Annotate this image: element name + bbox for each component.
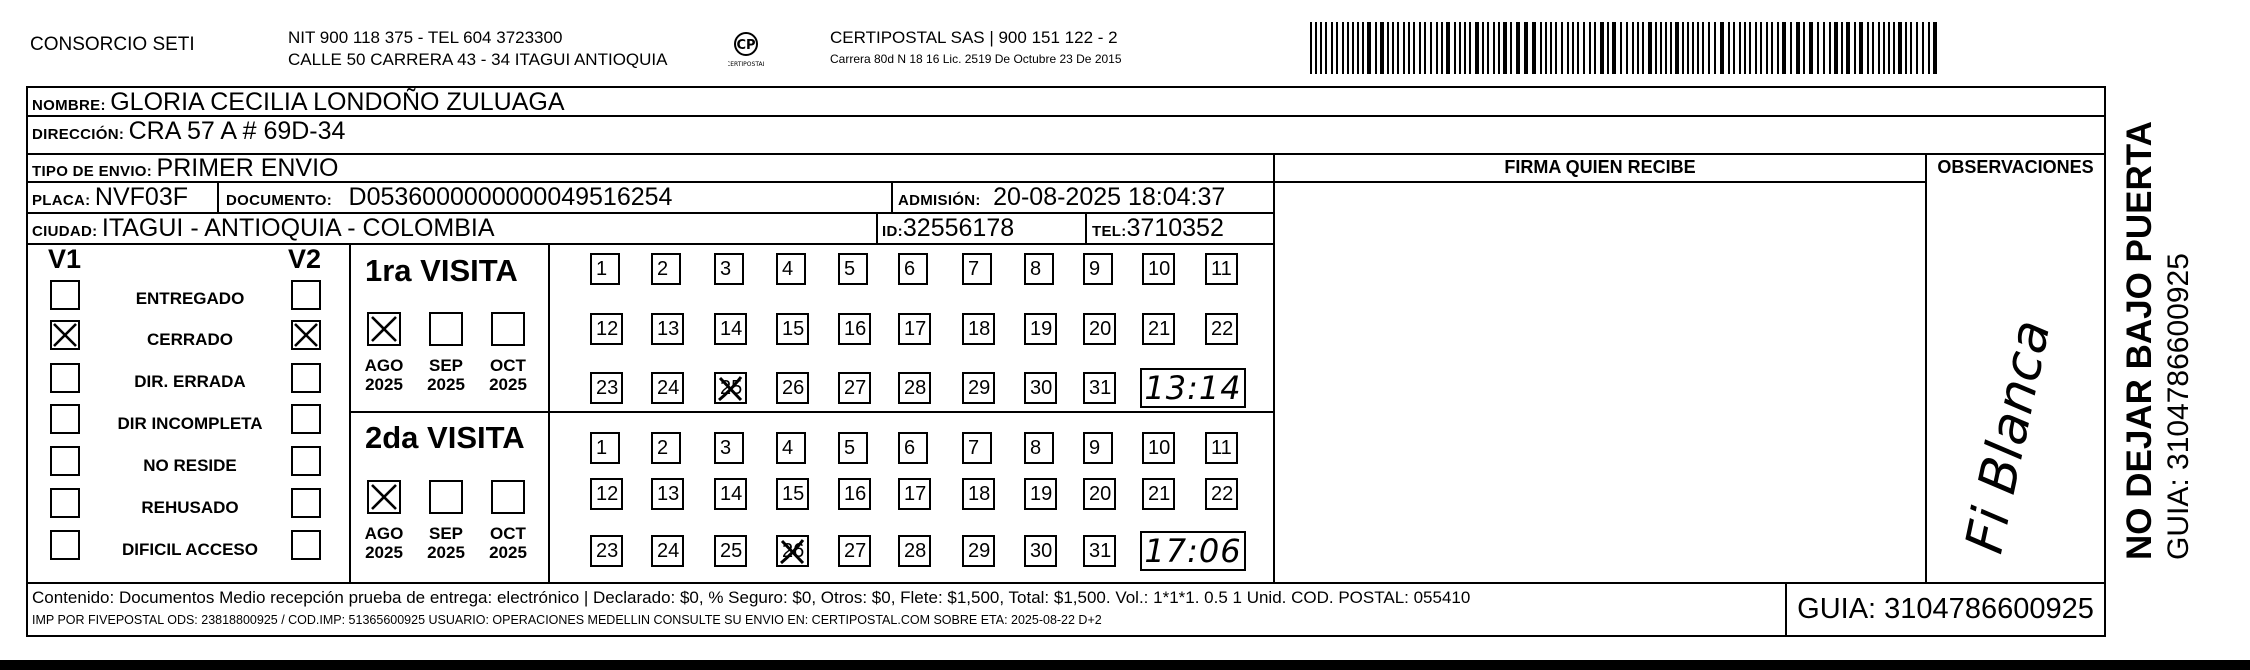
day-box[interactable]: 22 — [1205, 478, 1238, 510]
barcode-bar — [1841, 22, 1843, 74]
status-v1-checkbox[interactable] — [50, 446, 80, 476]
barcode-bar — [1331, 22, 1333, 74]
day-box[interactable]: 8 — [1024, 432, 1054, 464]
barcode-bar — [1607, 22, 1609, 74]
side-guia: GUIA: 3104786600925 — [2162, 253, 2195, 560]
status-label: DIFICIL ACCESO — [121, 540, 258, 559]
barcode-bar — [1878, 22, 1880, 74]
barcode-bar — [1357, 22, 1359, 74]
day-box[interactable]: 2 — [651, 253, 681, 285]
day-box[interactable]: 19 — [1024, 478, 1057, 510]
status-label: NO RESIDE — [143, 456, 237, 475]
barcode-bar — [1823, 22, 1825, 74]
day-box[interactable]: 11 — [1205, 253, 1238, 285]
barcode-bar — [1567, 22, 1569, 74]
barcode-bar — [1803, 22, 1805, 74]
id-value: 32556178 — [902, 214, 1015, 242]
day-box[interactable]: 23 — [590, 372, 623, 404]
observation-handwriting: Fi Blanca — [1954, 314, 2063, 559]
barcode-bar — [1446, 22, 1450, 74]
barcode-bar — [1459, 22, 1461, 74]
tel-row — [1092, 214, 1224, 242]
month-label: AGO 2025 — [364, 524, 404, 562]
barcode-bar — [1469, 22, 1471, 74]
barcode-bar — [1310, 22, 1312, 74]
barcode-bar — [1702, 22, 1704, 74]
barcode-bar — [1464, 22, 1466, 74]
day-box[interactable]: 27 — [838, 372, 871, 404]
documento-value: D0536000000000049516254 — [348, 183, 673, 211]
ciudad-value: ITAGUI - ANTIOQUIA - COLOMBIA — [101, 214, 495, 242]
day-box[interactable]: 12 — [590, 478, 623, 510]
day-box[interactable]: 20 — [1083, 478, 1116, 510]
barcode-bar — [1503, 22, 1507, 74]
status-v1-checkbox[interactable] — [50, 404, 80, 434]
svg-text:CERTIPOSTAL: CERTIPOSTAL — [728, 61, 764, 68]
barcode-bar — [1424, 22, 1426, 74]
barcode-bar — [1487, 22, 1489, 74]
tipo-value: PRIMER ENVIO — [156, 154, 339, 182]
documento-row — [226, 183, 672, 211]
barcode-bar — [1516, 22, 1520, 74]
barcode-bar — [1817, 22, 1819, 74]
status-v1-checkbox[interactable] — [50, 530, 80, 560]
barcode-bar — [1510, 22, 1512, 74]
visit-title: 1ra VISITA — [365, 253, 518, 288]
barcode-bar — [1642, 22, 1644, 74]
barcode-bar — [1555, 22, 1557, 74]
barcode-bar — [1572, 22, 1574, 74]
day-box[interactable]: 31 — [1083, 372, 1116, 404]
certipostal-line: CERTIPOSTAL SAS | 900 151 122 - 2 — [830, 28, 1118, 47]
barcode-bar — [1660, 22, 1662, 74]
day-box[interactable]: 13 — [651, 313, 684, 345]
day-box[interactable]: 28 — [898, 372, 931, 404]
month-checkbox[interactable] — [429, 480, 463, 514]
barcode-bar — [1583, 22, 1585, 74]
status-v1-checkbox[interactable] — [50, 280, 80, 310]
barcode-bar — [1408, 22, 1410, 74]
barcode-bar — [1867, 22, 1869, 74]
status-v1-checkbox[interactable] — [50, 320, 80, 350]
barcode-bar — [1749, 22, 1751, 74]
barcode-bar — [1648, 22, 1652, 74]
day-box[interactable]: 10 — [1142, 432, 1175, 464]
v2-header: V2 — [288, 244, 322, 274]
barcode-bar — [1755, 22, 1757, 74]
day-box[interactable]: 9 — [1083, 432, 1113, 464]
day-box[interactable]: 22 — [1205, 313, 1238, 345]
day-box[interactable]: 14 — [714, 313, 747, 345]
barcode-bar — [1632, 22, 1634, 74]
barcode-bar — [1612, 22, 1616, 74]
placa-row — [32, 183, 188, 211]
barcode-bar — [1893, 22, 1895, 74]
footer-line2: IMP POR FIVEPOSTAL ODS: 23818800925 / COD.IMP: 51365600925 USUARIO: OPERACIONES MEDELLIN CONSULTE SU ENVIO EN: CERTIPOSTAL.COM SOBRE ETA: 2025-08-22 D+2 — [32, 613, 1102, 627]
barcode-bar — [1532, 22, 1536, 74]
day-box[interactable]: 24 — [651, 372, 684, 404]
documento-label: DOCUMENTO: — [226, 192, 333, 209]
day-box[interactable]: 26 — [776, 372, 809, 404]
barcode-bar — [1524, 22, 1528, 74]
status-label: DIR. ERRADA — [134, 372, 246, 391]
barcode-bar — [1315, 22, 1317, 74]
svg-text:CP: CP — [736, 38, 756, 53]
barcode-bar — [1766, 22, 1768, 74]
company-name: CONSORCIO SETI — [30, 34, 195, 55]
barcode-bar — [1637, 22, 1639, 74]
barcode-bar — [1888, 22, 1890, 74]
barcode-bar — [1760, 22, 1762, 74]
day-box[interactable]: 7 — [962, 432, 992, 464]
day-box[interactable]: 29 — [962, 535, 995, 567]
day-box[interactable]: 14 — [714, 478, 747, 510]
barcode-bar — [1342, 22, 1344, 74]
day-box[interactable]: 7 — [962, 253, 992, 285]
license-line: Carrera 80d N 18 16 Lic. 2519 De Octubre 23 De 2015 — [830, 52, 1122, 66]
barcode — [1310, 22, 1942, 74]
visit-time: 13:14 — [1140, 368, 1246, 408]
barcode-bar — [1796, 22, 1800, 74]
day-box[interactable]: 2 — [651, 432, 681, 464]
barcode-bar — [1682, 22, 1684, 74]
barcode-bar — [1910, 22, 1912, 74]
barcode-bar — [1367, 22, 1371, 74]
day-box[interactable]: 15 — [776, 478, 809, 510]
month-checkbox[interactable] — [491, 312, 525, 346]
barcode-bar — [1697, 22, 1699, 74]
month-checkbox[interactable] — [491, 480, 525, 514]
tipo-row — [32, 154, 339, 182]
day-box[interactable]: 13 — [651, 478, 684, 510]
barcode-bar — [1728, 22, 1730, 74]
barcode-bar — [1744, 22, 1746, 74]
day-box[interactable]: 6 — [898, 432, 928, 464]
barcode-bar — [1375, 22, 1377, 74]
address-line: CALLE 50 CARRERA 43 - 34 ITAGUI ANTIOQUIA — [288, 50, 668, 69]
status-v1-checkbox[interactable] — [50, 488, 80, 518]
day-box[interactable]: 29 — [962, 372, 995, 404]
barcode-bar — [1336, 22, 1338, 74]
barcode-bar — [1809, 22, 1813, 74]
status-v2-checkbox[interactable] — [291, 404, 321, 434]
status-v2-checkbox[interactable] — [291, 488, 321, 518]
day-box[interactable]: 30 — [1024, 535, 1057, 567]
barcode-bar — [1392, 22, 1394, 74]
day-box[interactable]: 5 — [838, 432, 868, 464]
day-box[interactable]: 26 — [776, 535, 809, 567]
nombre-value: GLORIA CECILIA LONDOÑO ZULUAGA — [110, 88, 565, 116]
admision-row — [898, 183, 1225, 211]
day-box[interactable]: 1 — [590, 253, 620, 285]
day-box[interactable]: 17 — [898, 478, 931, 510]
barcode-bar — [1708, 22, 1710, 74]
direccion-value: CRA 57 A # 69D-34 — [128, 117, 346, 145]
day-box[interactable]: 23 — [590, 535, 623, 567]
barcode-bar — [1782, 22, 1786, 74]
nombre-row — [32, 88, 565, 116]
visit-title: 2da VISITA — [365, 420, 525, 455]
day-box[interactable]: 6 — [898, 253, 928, 285]
barcode-bar — [1347, 22, 1349, 74]
barcode-bar — [1665, 22, 1667, 74]
barcode-bar — [1854, 22, 1856, 74]
tel-value: 3710352 — [1126, 214, 1224, 242]
barcode-bar — [1545, 22, 1547, 74]
barcode-bar — [1387, 22, 1389, 74]
barcode-bar — [1419, 22, 1421, 74]
placa-value: NVF03F — [94, 183, 189, 211]
month-label: SEP 2025 — [427, 356, 465, 394]
visit-time: 17:06 — [1140, 531, 1246, 571]
barcode-bar — [1771, 22, 1773, 74]
firma-header: FIRMA QUIEN RECIBE — [1504, 157, 1696, 177]
barcode-bar — [1692, 22, 1694, 74]
barcode-bar — [1687, 22, 1689, 74]
day-box[interactable]: 25 — [714, 535, 747, 567]
barcode-bar — [1540, 22, 1542, 74]
status-label: DIR INCOMPLETA — [117, 414, 263, 433]
barcode-bar — [1872, 22, 1874, 74]
status-label: REHUSADO — [141, 498, 239, 517]
status-v2-checkbox[interactable] — [291, 363, 321, 393]
signature-area — [1275, 183, 1925, 581]
month-checkbox[interactable] — [367, 480, 401, 514]
tipo-label: TIPO DE ENVIO: — [32, 163, 153, 180]
day-box[interactable]: 9 — [1083, 253, 1113, 285]
barcode-bar — [1883, 22, 1885, 74]
id-row — [882, 214, 1014, 242]
day-box[interactable]: 3 — [714, 432, 744, 464]
day-box[interactable]: 21 — [1142, 313, 1175, 345]
nit-line: NIT 900 118 375 - TEL 604 3723300 — [288, 28, 563, 47]
barcode-bar — [1403, 22, 1405, 74]
barcode-bar — [1928, 22, 1930, 74]
barcode-bar — [1859, 22, 1863, 74]
barcode-bar — [1397, 22, 1399, 74]
barcode-bar — [1493, 22, 1495, 74]
barcode-bar — [1594, 22, 1596, 74]
month-label: SEP 2025 — [427, 524, 465, 562]
footer-line1: Contenido: Documentos Medio recepción prueba de entrega: electrónico | Declarado: $0, % Seguro: $0, Otros: $0, Flete: $1,500, Total: $1,500. Vol.: 1*1*1. 0.5 1 Unid. COD. POSTAL: 055410 — [32, 588, 1471, 607]
barcode-bar — [1430, 22, 1432, 74]
barcode-bar — [1922, 22, 1924, 74]
day-box[interactable]: 4 — [776, 432, 806, 464]
day-box[interactable]: 18 — [962, 313, 995, 345]
day-box[interactable]: 20 — [1083, 313, 1116, 345]
day-box[interactable]: 31 — [1083, 535, 1116, 567]
barcode-bar — [1600, 22, 1604, 74]
barcode-bar — [1577, 22, 1579, 74]
day-box[interactable]: 11 — [1205, 432, 1238, 464]
day-box[interactable]: 24 — [651, 535, 684, 567]
barcode-bar — [1454, 22, 1456, 74]
month-label: AGO 2025 — [364, 356, 404, 394]
day-box[interactable]: 12 — [590, 313, 623, 345]
day-box[interactable]: 30 — [1024, 372, 1057, 404]
day-box[interactable]: 21 — [1142, 478, 1175, 510]
v1-header: V1 — [48, 244, 82, 274]
day-box[interactable]: 17 — [898, 313, 931, 345]
ciudad-row — [32, 214, 495, 242]
barcode-bar — [1739, 22, 1741, 74]
barcode-bar — [1413, 22, 1415, 74]
barcode-bar — [1362, 22, 1364, 74]
month-checkbox[interactable] — [367, 312, 401, 346]
tel-label: TEL: — [1092, 223, 1127, 240]
ciudad-label: CIUDAD: — [32, 223, 98, 240]
footer-guia: GUIA: 3104786600925 — [1797, 593, 2094, 625]
month-checkbox[interactable] — [429, 312, 463, 346]
admision-value: 20-08-2025 18:04:37 — [993, 183, 1226, 211]
barcode-bar — [1898, 22, 1902, 74]
barcode-bar — [1829, 22, 1831, 74]
barcode-bar — [1777, 22, 1779, 74]
barcode-bar — [1589, 22, 1591, 74]
day-box[interactable]: 15 — [776, 313, 809, 345]
barcode-bar — [1675, 22, 1679, 74]
barcode-bar — [1846, 22, 1850, 74]
barcode-bar — [1790, 22, 1792, 74]
status-v1-checkbox[interactable] — [50, 363, 80, 393]
status-v2-checkbox[interactable] — [291, 320, 321, 350]
day-box[interactable]: 8 — [1024, 253, 1054, 285]
observaciones-header: OBSERVACIONES — [1937, 157, 2094, 177]
barcode-bar — [1626, 22, 1628, 74]
barcode-bar — [1720, 22, 1724, 74]
day-box[interactable]: 5 — [838, 253, 868, 285]
certipostal-logo — [728, 30, 764, 70]
direccion-row — [32, 117, 345, 145]
barcode-bar — [1352, 22, 1354, 74]
barcode-bar — [1325, 22, 1327, 74]
status-v2-checkbox[interactable] — [291, 530, 321, 560]
day-box[interactable]: 16 — [838, 313, 871, 345]
no-dejar-bajo-puerta: NO DEJAR BAJO PUERTA — [2120, 121, 2159, 560]
barcode-bar — [1498, 22, 1500, 74]
day-box[interactable]: 4 — [776, 253, 806, 285]
barcode-bar — [1620, 22, 1622, 74]
status-v2-checkbox[interactable] — [291, 446, 321, 476]
barcode-bar — [1905, 22, 1907, 74]
status-label: ENTREGADO — [135, 289, 245, 308]
status-label: CERRADO — [147, 330, 233, 349]
barcode-bar — [1482, 22, 1484, 74]
day-box[interactable]: 25 — [714, 372, 747, 404]
day-box[interactable]: 19 — [1024, 313, 1057, 345]
barcode-bar — [1436, 22, 1438, 74]
status-v2-checkbox[interactable] — [291, 280, 321, 310]
barcode-bar — [1320, 22, 1322, 74]
month-label: OCT 2025 — [489, 356, 527, 394]
barcode-bar — [1655, 22, 1657, 74]
direccion-label: DIRECCIÓN: — [32, 126, 125, 143]
barcode-bar — [1834, 22, 1838, 74]
barcode-bar — [1561, 22, 1563, 74]
barcode-bar — [1441, 22, 1443, 74]
barcode-bar — [1733, 22, 1735, 74]
barcode-bar — [1475, 22, 1479, 74]
day-box[interactable]: 16 — [838, 478, 871, 510]
barcode-bar — [1714, 22, 1716, 74]
barcode-bar — [1380, 22, 1384, 74]
day-box[interactable]: 1 — [590, 432, 620, 464]
day-box[interactable]: 3 — [714, 253, 744, 285]
day-box[interactable]: 27 — [838, 535, 871, 567]
day-box[interactable]: 10 — [1142, 253, 1175, 285]
day-box[interactable]: 18 — [962, 478, 995, 510]
admision-label: ADMISIÓN: — [898, 192, 981, 209]
barcode-bar — [1933, 22, 1937, 74]
barcode-bar — [1550, 22, 1552, 74]
nombre-label: NOMBRE: — [32, 97, 106, 114]
month-label: OCT 2025 — [489, 524, 527, 562]
placa-label: PLACA: — [32, 192, 91, 209]
barcode-bar — [1670, 22, 1672, 74]
day-box[interactable]: 28 — [898, 535, 931, 567]
barcode-bar — [1916, 22, 1918, 74]
id-label: ID: — [882, 223, 903, 240]
